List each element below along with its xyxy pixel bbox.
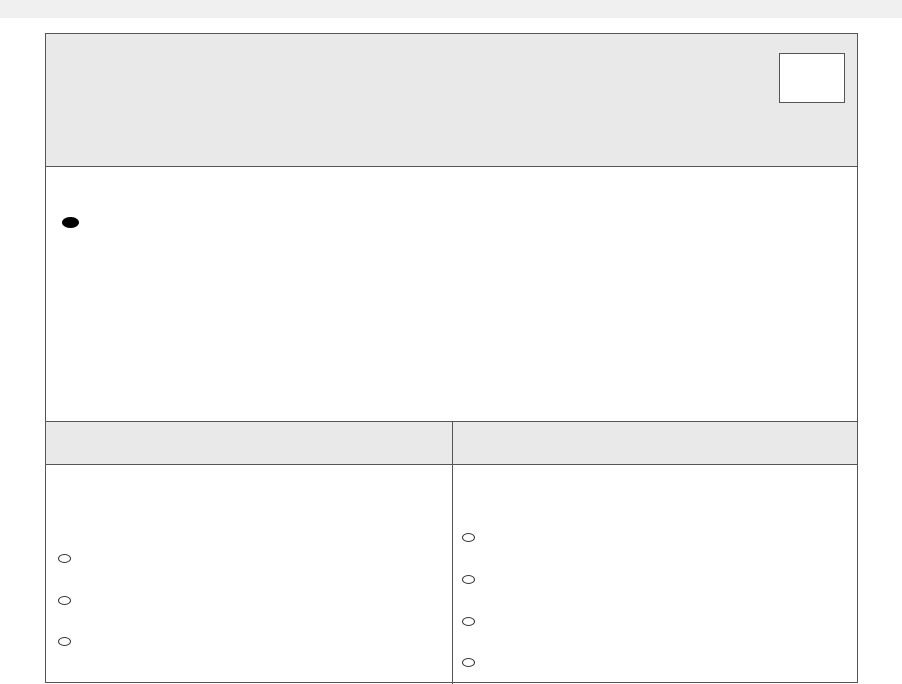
vote-oval[interactable] (462, 617, 475, 626)
vote-oval[interactable] (58, 554, 71, 563)
ballot-header (46, 34, 857, 167)
vote-oval[interactable] (462, 575, 475, 584)
vote-oval[interactable] (58, 596, 71, 605)
instruction-mark-ink (59, 214, 849, 232)
page-top-strip (0, 0, 902, 18)
vote-oval[interactable] (462, 533, 475, 542)
column-divider (452, 421, 453, 684)
filled-oval-icon (62, 217, 79, 228)
ballot (45, 33, 858, 683)
vote-oval[interactable] (462, 658, 475, 667)
provisional-box[interactable] (779, 53, 845, 103)
vote-oval[interactable] (58, 637, 71, 646)
